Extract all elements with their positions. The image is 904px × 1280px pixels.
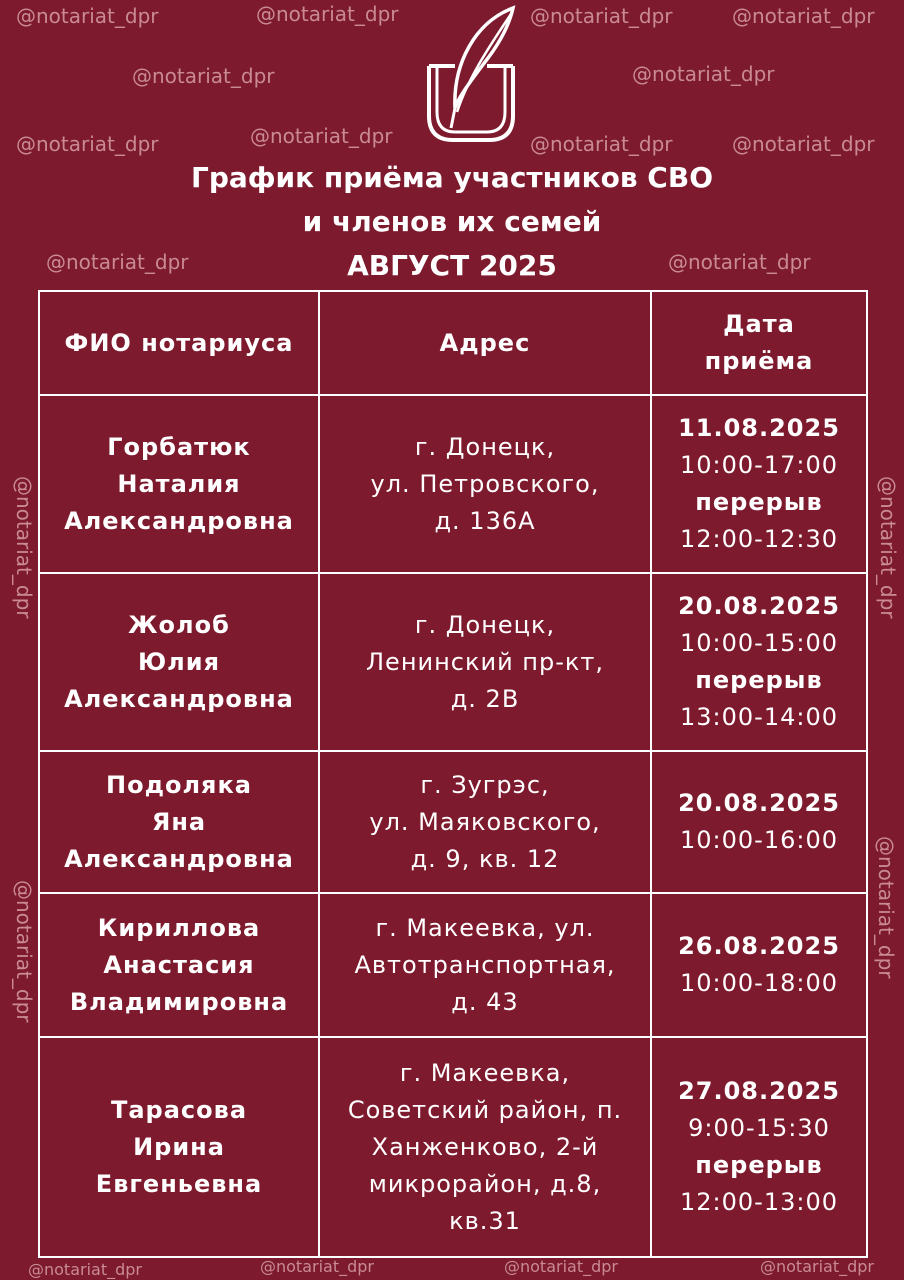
name-line: Александровна — [64, 844, 294, 873]
table-row — [39, 893, 867, 1037]
name-line: Жолоб — [128, 610, 230, 639]
break-label: перерыв — [695, 666, 823, 694]
page-title — [0, 156, 904, 288]
watermark: @notariat_dpr — [250, 124, 393, 148]
title-line: График приёма участников СВО — [190, 161, 714, 194]
name-line: Евгеньевна — [95, 1169, 263, 1198]
quill-shield-logo-icon — [425, 4, 517, 144]
header-name: ФИО нотариуса — [39, 291, 319, 395]
address-line: д. 136А — [434, 506, 536, 535]
date-cell — [651, 395, 867, 573]
address-line: д. 2В — [450, 684, 520, 713]
address-line: Автотранспортная, — [354, 950, 616, 979]
table-row — [39, 1037, 867, 1257]
address-line: кв.31 — [449, 1206, 521, 1235]
name-line: Анастасия — [103, 950, 255, 979]
watermark: @notariat_dpr — [632, 62, 775, 86]
notary-name — [39, 893, 319, 1037]
name-line: Наталия — [117, 469, 241, 498]
name-line: Юлия — [138, 647, 220, 676]
address-cell — [319, 893, 651, 1037]
name-line: Александровна — [64, 506, 294, 535]
watermark: @notariat_dpr — [12, 880, 36, 1023]
notary-name — [39, 573, 319, 751]
address-line: г. Зугрэс, — [420, 770, 550, 799]
reception-date: 27.08.2025 — [678, 1077, 840, 1105]
address-line: г. Макеевка, ул. — [375, 913, 595, 942]
reception-time: 10:00-15:00 — [680, 629, 838, 657]
watermark: @notariat_dpr — [46, 250, 189, 274]
reception-time: 10:00-16:00 — [680, 826, 838, 854]
address-cell — [319, 573, 651, 751]
notary-name — [39, 1037, 319, 1257]
reception-date: 26.08.2025 — [678, 932, 840, 960]
reception-date: 20.08.2025 — [678, 592, 840, 620]
address-cell — [319, 1037, 651, 1257]
date-cell — [651, 573, 867, 751]
date-cell — [651, 751, 867, 893]
name-line: Подоляка — [106, 770, 252, 799]
address-line: ул. Петровского, — [370, 469, 600, 498]
watermark: @notariat_dpr — [256, 2, 399, 26]
address-line: д. 43 — [451, 987, 519, 1016]
break-time: 13:00-14:00 — [680, 703, 838, 731]
watermark: @notariat_dpr — [132, 64, 275, 88]
watermark: @notariat_dpr — [12, 476, 36, 619]
header-address: Адрес — [319, 291, 651, 395]
address-line: г. Донецк, — [414, 432, 556, 461]
date-cell — [651, 893, 867, 1037]
break-time: 12:00-13:00 — [680, 1188, 838, 1216]
address-line: д. 9, кв. 12 — [410, 844, 560, 873]
name-line: Владимировна — [69, 987, 289, 1016]
address-line: Советский район, п. — [347, 1095, 623, 1124]
header-date — [651, 291, 867, 395]
address-line: г. Донецк, — [414, 610, 556, 639]
address-line: ул. Маяковского, — [369, 807, 601, 836]
watermark: @notariat_dpr — [530, 132, 673, 156]
reception-time: 10:00-18:00 — [680, 969, 838, 997]
table-row — [39, 395, 867, 573]
address-line: микрорайон, д.8, — [368, 1169, 602, 1198]
watermark: @notariat_dpr — [668, 250, 811, 274]
address-cell — [319, 395, 651, 573]
reception-date: 20.08.2025 — [678, 789, 840, 817]
title-line: и членов их семей — [302, 205, 602, 238]
name-line: Яна — [151, 807, 207, 836]
watermark: @notariat_dpr — [16, 4, 159, 28]
reception-date: 11.08.2025 — [678, 414, 840, 442]
break-label: перерыв — [695, 1151, 823, 1179]
address-line: Ханженково, 2-й — [371, 1132, 599, 1161]
name-line: Ирина — [133, 1132, 225, 1161]
header-date-line: Дата — [723, 310, 795, 338]
header-date-line: приёма — [704, 347, 814, 375]
watermark: @notariat_dpr — [732, 132, 875, 156]
title-line: АВГУСТ 2025 — [347, 249, 557, 282]
notary-name — [39, 395, 319, 573]
watermark: @notariat_dpr — [874, 836, 898, 979]
notary-name — [39, 751, 319, 893]
schedule-table — [38, 290, 868, 1258]
break-label: перерыв — [695, 488, 823, 516]
watermark: @notariat_dpr — [732, 4, 875, 28]
watermark: @notariat_dpr — [260, 1257, 374, 1276]
table-header-row — [39, 291, 867, 395]
watermark: @notariat_dpr — [16, 132, 159, 156]
name-line: Кириллова — [97, 913, 261, 942]
table-row — [39, 573, 867, 751]
date-cell — [651, 1037, 867, 1257]
address-cell — [319, 751, 651, 893]
name-line: Александровна — [64, 684, 294, 713]
name-line: Тарасова — [110, 1095, 248, 1124]
watermark: @notariat_dpr — [760, 1257, 874, 1276]
watermark: @notariat_dpr — [504, 1257, 618, 1276]
break-time: 12:00-12:30 — [680, 525, 838, 553]
watermark: @notariat_dpr — [876, 476, 900, 619]
name-line: Горбатюк — [107, 432, 251, 461]
reception-time: 9:00-15:30 — [688, 1114, 830, 1142]
reception-time: 10:00-17:00 — [680, 451, 838, 479]
watermark: @notariat_dpr — [530, 4, 673, 28]
address-line: г. Макеевка, — [399, 1058, 571, 1087]
watermark: @notariat_dpr — [28, 1260, 142, 1279]
table-row — [39, 751, 867, 893]
address-line: Ленинский пр-кт, — [366, 647, 604, 676]
